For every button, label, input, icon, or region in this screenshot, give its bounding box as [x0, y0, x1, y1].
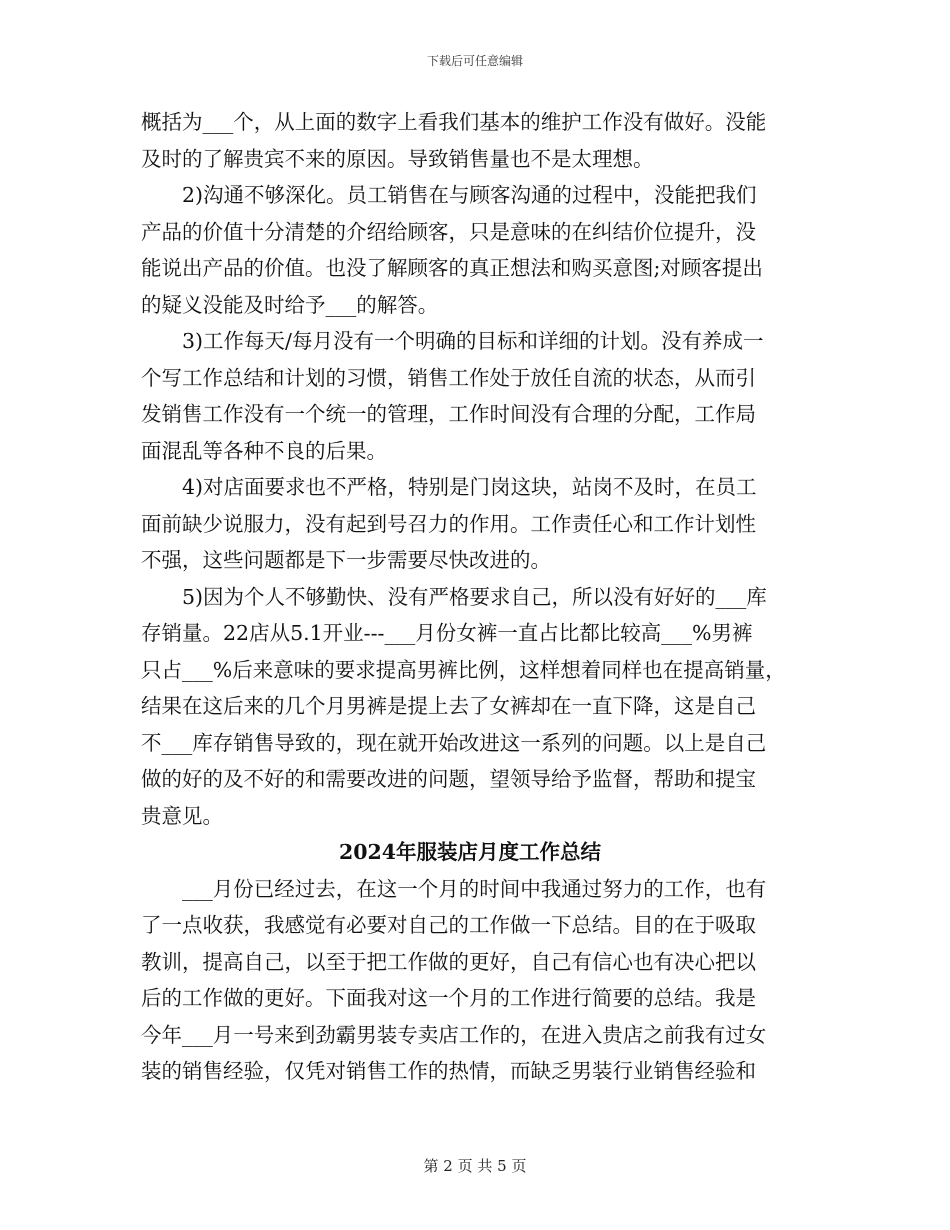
body-line: 教训，提高自己，以至于把工作做的更好，自己有信心也有决心把以 [141, 949, 756, 974]
body-line: 面前缺少说服力，没有起到号召力的作用。工作责任心和工作计划性 [141, 511, 756, 536]
document-body [141, 104, 799, 1090]
body-line: 4)对店面要求也不严格，特别是门岗这块，站岗不及时，在员工 [141, 475, 757, 499]
body-line: 今年___月一号来到劲霸男装专卖店工作的，在进入贵店之前我有过女 [141, 1022, 767, 1047]
body-line: ___月份已经过去，在这一个月的时间中我通过努力的工作，也有 [141, 876, 767, 901]
body-line: 2)沟通不够深化。员工销售在与顾客沟通的过程中，没能把我们 [141, 183, 757, 207]
body-line: 后的工作做的更好。下面我对这一个月的工作进行简要的总结。我是 [141, 986, 756, 1010]
body-line: 及时的了解贵宾不来的原因。导致销售量也不是太理想。 [141, 146, 654, 171]
body-line: 面混乱等各种不良的后果。 [141, 438, 387, 463]
section-title: 2024年服装店月度工作总结 [338, 840, 602, 864]
body-line: 5)因为个人不够勤快、没有严格要求自己，所以没有好好的___库 [141, 584, 767, 609]
page-number: 第 2 页 共 5 页 [423, 1157, 527, 1175]
body-line: 能说出产品的价值。也没了解顾客的真正想法和购买意图;对顾客提出 [141, 256, 763, 280]
body-line: 个写工作总结和计划的习惯，销售工作处于放任自流的状态，从而引 [141, 365, 756, 390]
body-line: 结果在这后来的几个月男裤是提上去了女裤却在一直下降，这是自己 [141, 694, 756, 718]
body-line: 产品的价值十分清楚的介绍给顾客，只是意味的在纠结价位提升，没 [141, 219, 756, 244]
body-line: 只占___%后来意味的要求提高男裤比例，这样想着同样也在提高销量， [141, 657, 786, 682]
body-line: 的疑义没能及时给予___的解答。 [141, 292, 439, 317]
body-line: 贵意见。 [141, 803, 223, 828]
body-line: 不强，这些问题都是下一步需要尽快改进的。 [141, 548, 551, 572]
body-line: 发销售工作没有一个统一的管理，工作时间没有合理的分配，工作局 [141, 402, 756, 426]
body-line: 概括为___个，从上面的数字上看我们基本的维护工作没有做好。没能 [141, 110, 767, 134]
body-line: 了一点收获，我感觉有必要对自己的工作做一下总结。目的在于吸取 [141, 913, 756, 937]
body-line: 3)工作每天/每月没有一个明确的目标和详细的计划。没有养成一 [141, 329, 764, 353]
body-line: 装的销售经验，仅凭对销售工作的热情，而缺乏男装行业销售经验和 [141, 1059, 756, 1083]
body-line: 存销量。22店从5.1开业---___月份女裤一直占比都比较高___%男裤 [141, 621, 753, 645]
body-line: 不___库存销售导致的，现在就开始改进这一系列的问题。以上是自己 [141, 730, 767, 755]
body-line: 做的好的及不好的和需要改进的问题，望领导给予监督，帮助和提宝 [141, 767, 756, 791]
page-header: 下载后可任意编辑 [426, 54, 523, 68]
